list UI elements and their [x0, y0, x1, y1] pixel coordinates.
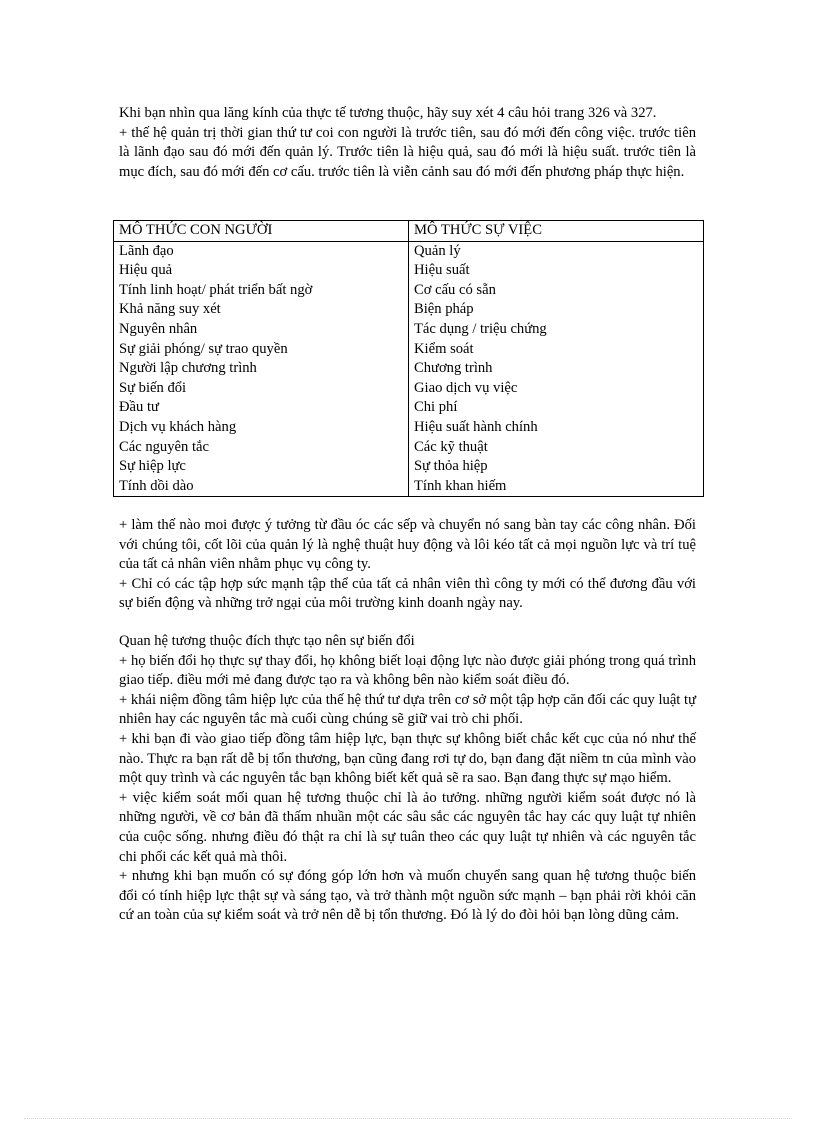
table-row [114, 300, 704, 320]
after-table-section [119, 516, 696, 614]
table-cell-things: Các kỹ thuật [409, 438, 704, 458]
body-paragraph: + việc kiểm soát mối quan hệ tương thuộc chỉ là ảo tưởng. những người kiểm soát được nó là những người, về cơ bản đã thấm nhuần một các sâu sắc các nguyên tắc hay các quy luật tự nhiên của cuộc sống. nhưng điều đó thật ra chỉ là sự tuân theo các quy luật tự nhiên và các nguyên tắc chi phối các kết quả mà thôi. [119, 789, 696, 865]
relationship-section [119, 632, 696, 926]
table-row [114, 457, 704, 477]
body-paragraph: + khi bạn đi vào giao tiếp đồng tâm hiệp lực, bạn thực sự không biết chắc kết cục của nó như thế nào. Thực ra bạn rất dễ bị tổn thương, bạn cũng đang rơi tự do, bạn đang đặt niềm tn của mình vào một quy trình và các nguyên tắc bạn không biết kết quả sẽ ra sao. Bạn đang thực sự mạo hiểm. [119, 730, 696, 787]
intro-section [119, 104, 696, 182]
page-bottom-divider [24, 1118, 792, 1119]
table-cell-people: Khả năng suy xét [114, 300, 409, 320]
table-row [114, 418, 704, 438]
table-cell-people: Các nguyên tắc [114, 438, 409, 458]
body-paragraph: + làm thế nào moi được ý tưởng từ đầu óc các sếp và chuyển nó sang bàn tay các công nhân. Đối với chúng tôi, cốt lõi của quản lý là nghệ thuật huy động và lôi kéo tất cả mọi nguồn lực và trí tuệ của tất cả nhân viên nhằm phục vụ công ty. [119, 517, 696, 573]
body-paragraph: + họ biến đổi họ thực sự thay đổi, họ không biết loại động lực nào được giải phóng trong quá trình giao tiếp. điều mới mẻ đang được tạo ra và không bên nào kiểm soát điều đó. [119, 652, 696, 689]
table-cell-people: Dịch vụ khách hàng [114, 418, 409, 438]
body-paragraph: + nhưng khi bạn muốn có sự đóng góp lớn hơn và muốn chuyển sang quan hệ tương thuộc biến đổi có tính hiệp lực thật sự và sáng tạo, và trở thành một nguồn sức mạnh – bạn phải rời khỏi căn cứ an toàn của sự kiểm soát và trở nên dễ bị tổn thương. Đó là lý do đòi hỏi bạn lòng dũng cảm. [119, 868, 696, 924]
table-cell-things: Cơ cấu có sẵn [409, 281, 704, 301]
table-cell-things: Chương trình [409, 359, 704, 379]
table-row [114, 320, 704, 340]
table-cell-people: Tính linh hoạt/ phát triển bất ngờ [114, 281, 409, 301]
table-cell-things: Hiệu suất hành chính [409, 418, 704, 438]
table-row [114, 261, 704, 281]
table-row [114, 281, 704, 301]
column-header-people: MÔ THỨC CON NGƯỜI [114, 221, 409, 242]
table-cell-things: Tác dụng / triệu chứng [409, 320, 704, 340]
table-cell-people: Hiệu quả [114, 261, 409, 281]
table-cell-people: Sự biến đổi [114, 379, 409, 399]
table-cell-things: Biện pháp [409, 300, 704, 320]
table-cell-things: Tính khan hiếm [409, 477, 704, 497]
table-cell-things: Giao dịch vụ việc [409, 379, 704, 399]
table-cell-people: Nguyên nhân [114, 320, 409, 340]
table-row [114, 241, 704, 261]
table-cell-things: Chi phí [409, 398, 704, 418]
table-cell-things: Sự thỏa hiệp [409, 457, 704, 477]
table-row [114, 340, 704, 360]
table-cell-things: Kiểm soát [409, 340, 704, 360]
table-cell-people: Người lập chương trình [114, 359, 409, 379]
intro-paragraph: Khi bạn nhìn qua lăng kính của thực tế tương thuộc, hãy suy xét 4 câu hỏi trang 326 và 327. [119, 105, 657, 121]
table-cell-people: Tính dồi dào [114, 477, 409, 497]
body-paragraph: + khái niệm đồng tâm hiệp lực của thế hệ thứ tư dựa trên cơ sở một tập hợp căn đối các quy luật tự nhiên hay các nguyên tắc mà cuối cùng chúng sẽ giữ vai trò chi phối. [119, 691, 696, 728]
paradigm-comparison-table [113, 220, 704, 497]
section-heading: Quan hệ tương thuộc đích thực tạo nên sự biến đổi [119, 633, 415, 649]
body-paragraph: + Chỉ có các tập hợp sức mạnh tập thể của tất cả nhân viên thì công ty mới có thể đương đầu với sự biến động và những trở ngại của môi trường kinh doanh ngày nay. [119, 575, 696, 612]
table-cell-people: Sự giải phóng/ sự trao quyền [114, 340, 409, 360]
table-row [114, 477, 704, 497]
table-row [114, 398, 704, 418]
column-header-things: MÔ THỨC SỰ VIỆC [409, 221, 704, 242]
table-cell-things: Quản lý [409, 241, 704, 261]
table-cell-people: Lãnh đạo [114, 241, 409, 261]
table-cell-things: Hiệu suất [409, 261, 704, 281]
table-row [114, 359, 704, 379]
table-row [114, 379, 704, 399]
table-cell-people: Đầu tư [114, 398, 409, 418]
table-cell-people: Sự hiệp lực [114, 457, 409, 477]
table-header-row [114, 221, 704, 242]
table-row [114, 438, 704, 458]
intro-paragraph: + thế hệ quản trị thời gian thứ tư coi con người là trước tiên, sau đó mới đến công việc. trước tiên là lãnh đạo sau đó mới đến quản lý. Trước tiên là hiệu quả, sau đó mới là hiệu suất. trước tiên là mục đích, sau đó mới đến cơ cấu. trước tiên là viễn cảnh sau đó mới đến phương pháp thực hiện. [119, 124, 696, 180]
